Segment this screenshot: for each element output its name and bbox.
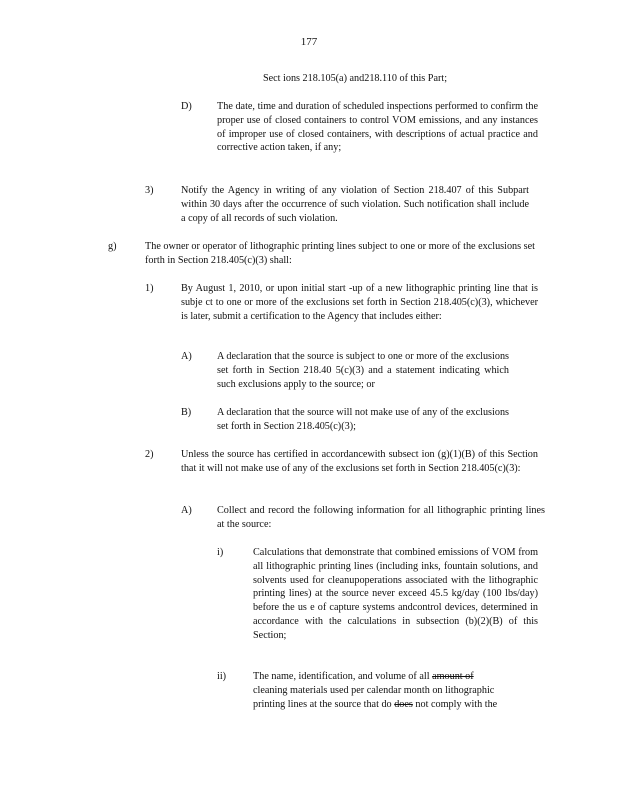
paragraph-label: 2) <box>145 449 154 460</box>
paragraph-label: g) <box>108 241 117 252</box>
text-run: not comply with the <box>415 698 498 710</box>
paragraph-text: The date, time and duration of scheduled inspections performed to confirm the proper use of closed containers to control VOM emissions, and any instances of improper use of closed containers, with descriptions of actual practice and corrective action taken, if any; <box>217 101 538 154</box>
text-line <box>253 670 538 684</box>
text-line: cleaning materials used per calendar month on lithographic <box>253 684 495 696</box>
paragraph-label: A) <box>181 505 192 516</box>
paragraph-label: i) <box>217 547 224 558</box>
paragraph-label: 1) <box>145 283 154 294</box>
paragraph-label: D) <box>181 101 192 112</box>
paragraph-text: The owner or operator of lithographic printing lines subject to one or more of the exclusions set forth in Section 218.405(c)(3) shall: <box>145 241 535 266</box>
paragraph-label: ii) <box>217 671 227 682</box>
paragraph-text: A declaration that the source is subject to one or more of the exclusions set forth in Section 218.40 5(c)(3) and a statement indicating which such exclusions apply to the source; or <box>217 351 509 390</box>
struck-text: amount of <box>432 671 474 682</box>
text-run: printing lines at the source that do <box>253 698 392 710</box>
text-line <box>253 698 538 712</box>
page-number: 177 <box>300 36 318 48</box>
paragraph-label: A) <box>181 351 192 362</box>
paragraph-text: Collect and record the following information for all lithographic printing lines at the source: <box>217 505 545 530</box>
paragraph-text: Unless the source has certified in accordancewith subsect ion (g)(1)(B) of this Section that it will not make use of any of the exclusions set forth in Section 218.405(c)(3): <box>181 449 538 474</box>
paragraph-label: B) <box>181 407 192 418</box>
text-run: The name, identification, and volume of all <box>253 671 430 682</box>
paragraph-text: Calculations that demonstrate that combined emissions of VOM from all lithographic printing lines (including inks, fountain solutions, and solvents used for cleanupoperations associated with the lithographic printing lines) at the source never exceed 45.5 kg/day (100 lbs/day) before the us e of capture systems andcontrol devices, determined in accordance with the calculations in subsection (b)(2)(B) of this Section; <box>253 547 538 641</box>
paragraph-text: A declaration that the source will not make use of any of the exclusions set forth in Section 218.405(c)(3); <box>217 407 509 432</box>
continued-text: Sect ions 218.105(a) and218.110 of this Part; <box>262 73 448 84</box>
paragraph-label: 3) <box>145 185 154 196</box>
paragraph-text: By August 1, 2010, or upon initial start -up of a new lithographic printing line that is subje ct to one or more of the exclusions set forth in Section 218.405(c)(3), whichever is later, submit a certification to the Agency that includes either: <box>181 283 538 322</box>
paragraph-text: Notify the Agency in writing of any violation of Section 218.407 of this Subpart within 30 days after the occurrence of such violation. Such notification shall include a copy of all records of such violation. <box>181 185 529 224</box>
struck-text: does <box>394 698 413 710</box>
paragraph-text <box>253 670 538 711</box>
